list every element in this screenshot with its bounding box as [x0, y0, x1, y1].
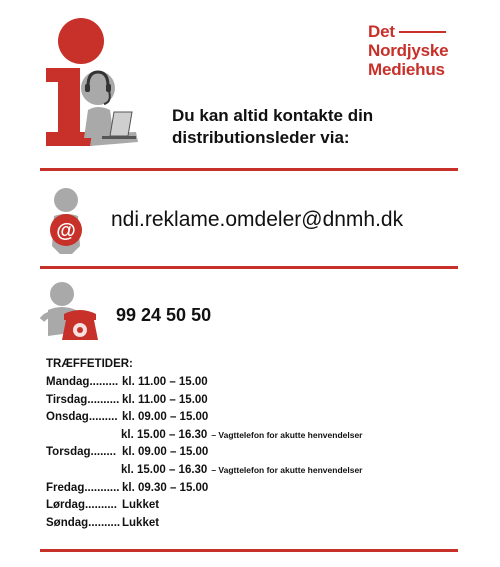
divider-2	[40, 266, 458, 269]
hours-row-thursday-on-call	[46, 462, 363, 480]
hours-row-monday	[46, 374, 208, 392]
logo-rule	[399, 31, 446, 33]
hours-title: TRÆFFETIDER:	[46, 358, 133, 370]
time-value: kl. 11.00 – 15.00	[122, 376, 208, 388]
dot-leader: .........	[89, 376, 119, 388]
day-label: Torsdag	[46, 446, 91, 459]
dot-leader: ..........	[87, 393, 120, 406]
day-label: Lørdag	[46, 499, 85, 512]
logo-line2: Nordjyske	[368, 41, 449, 60]
time-value: kl. 09.30 – 15.00	[122, 481, 209, 494]
day-label: Fredag	[46, 481, 85, 494]
time-value: kl. 11.00 – 15.00	[122, 393, 208, 406]
company-logo	[368, 22, 448, 79]
dot-leader: ..........	[84, 499, 117, 512]
on-call-note: – Vagttelefon for akutte henvendelser	[211, 464, 363, 475]
day-label: Onsdag	[46, 411, 89, 424]
logo-line1: Det	[368, 22, 395, 41]
hours-row-friday	[46, 480, 209, 498]
email-address[interactable]: ndi.reklame.omdeler@dnmh.dk	[111, 208, 404, 231]
hours-row-wednesday-on-call	[46, 427, 363, 445]
info-figure-icon	[40, 12, 180, 152]
time-value: kl. 09.00 – 15.00	[122, 411, 209, 424]
time-value: kl. 15.00 – 16.30	[121, 463, 208, 476]
day-label: Søndag	[46, 516, 89, 529]
dot-leader: .........	[88, 411, 118, 424]
time-value: Lukket	[122, 499, 160, 512]
day-label: Tirsdag	[46, 393, 88, 406]
dot-leader: ........	[90, 446, 117, 459]
intro-text	[172, 105, 472, 149]
day-label: Mandag	[46, 376, 90, 388]
svg-text:@: @	[56, 220, 76, 242]
divider-1	[40, 168, 458, 171]
time-value: kl. 15.00 – 16.30	[121, 428, 208, 441]
time-value: kl. 09.00 – 15.00	[122, 446, 209, 459]
phone-number[interactable]: 99 24 50 50	[116, 305, 212, 325]
dot-leader: ...........	[84, 481, 120, 494]
hours-row-wednesday	[46, 409, 209, 427]
phone-figure-icon	[40, 280, 100, 344]
intro-line1: Du kan altid kontakte din	[172, 106, 374, 125]
opening-hours	[46, 358, 363, 532]
time-value: Lukket	[122, 516, 160, 529]
dot-leader: ..........	[88, 516, 121, 529]
email-figure-icon	[46, 186, 90, 256]
divider-3	[40, 549, 458, 552]
hours-row-saturday	[46, 497, 160, 515]
hours-row-thursday	[46, 444, 209, 462]
on-call-note: – Vagttelefon for akutte henvendelser	[211, 429, 363, 440]
logo-line3: Mediehus	[368, 60, 445, 79]
intro-line2: distributionsleder via:	[172, 128, 350, 147]
hours-row-tuesday	[46, 392, 208, 410]
hours-row-sunday	[46, 515, 160, 533]
